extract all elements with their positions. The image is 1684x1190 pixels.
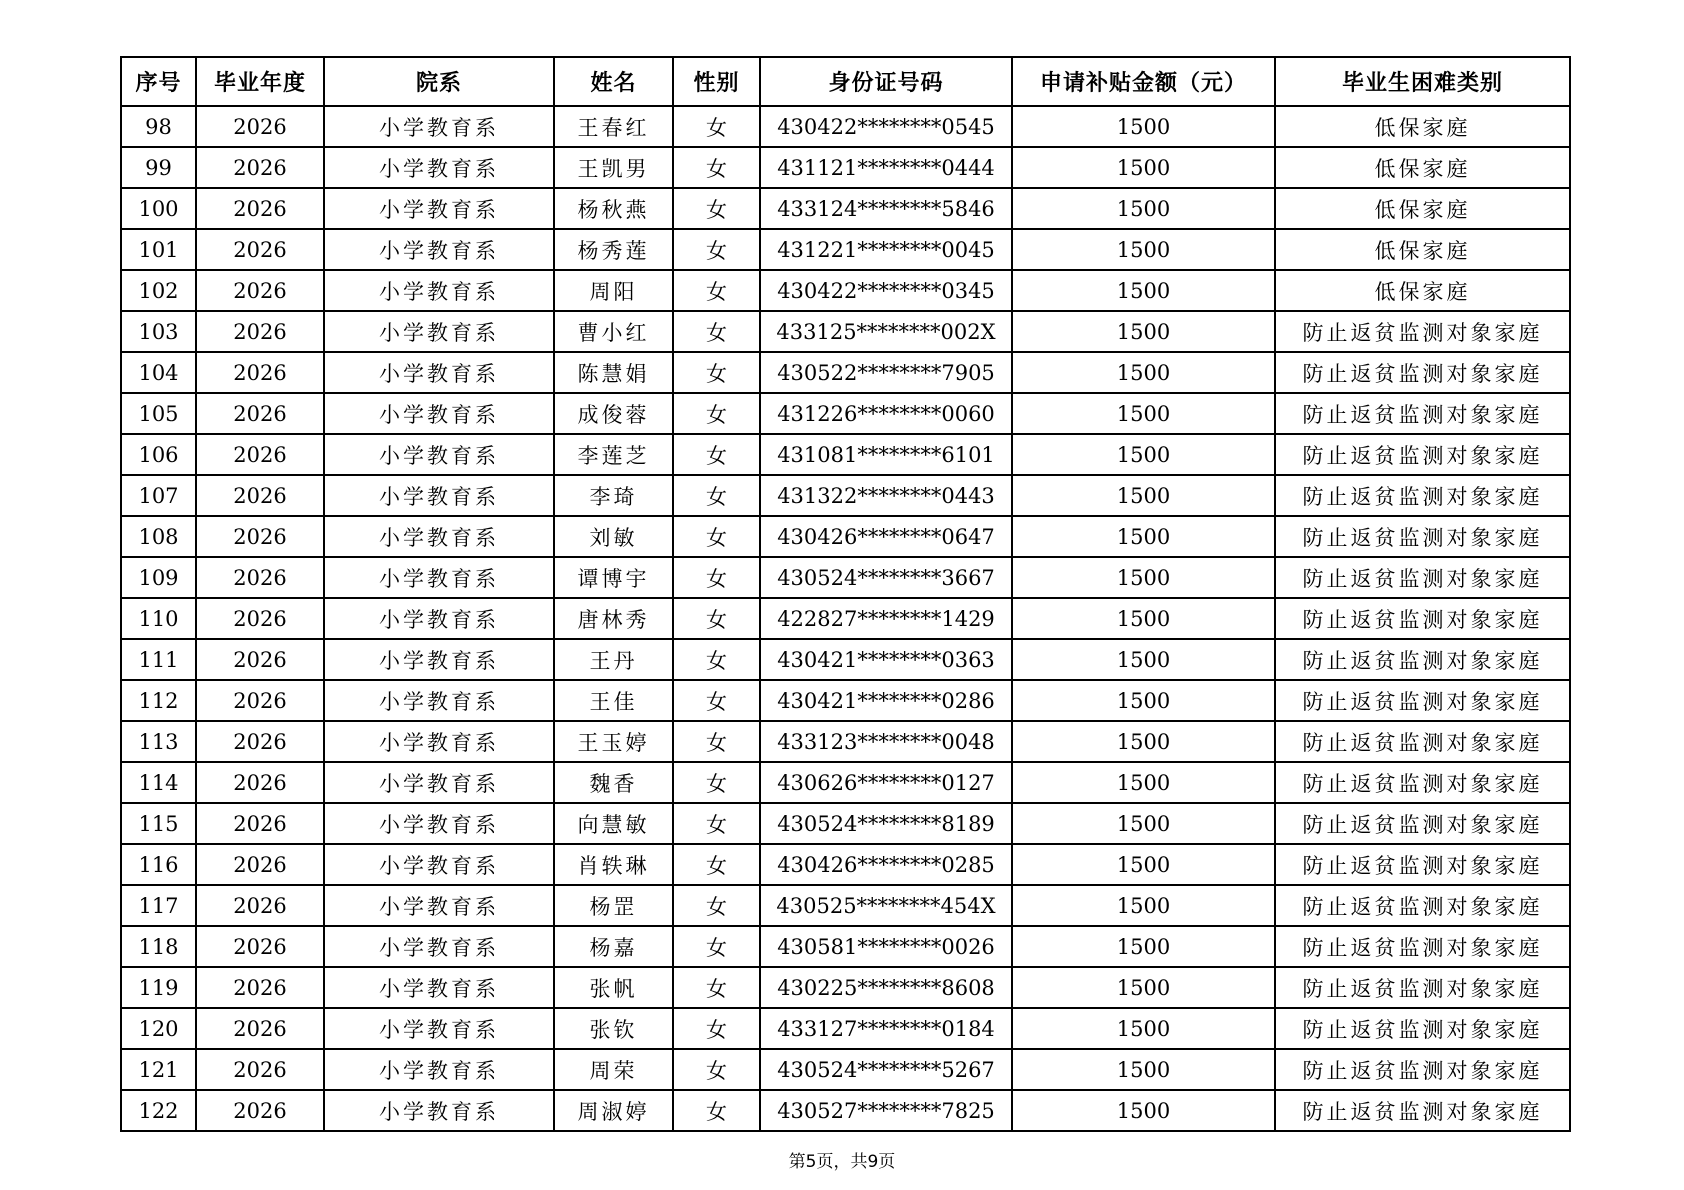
serial-cell: 115 [121, 803, 196, 844]
hardship-category-cell: 低保家庭 [1275, 188, 1570, 229]
graduation-year-cell: 2026 [196, 1090, 324, 1131]
serial-cell: 101 [121, 229, 196, 270]
graduation-year-cell: 2026 [196, 885, 324, 926]
hardship-category-cell: 低保家庭 [1275, 106, 1570, 147]
department-cell: 小学教育系 [324, 311, 554, 352]
subsidy-amount-cell: 1500 [1012, 516, 1275, 557]
hardship-category-cell: 防止返贫监测对象家庭 [1275, 926, 1570, 967]
department-cell: 小学教育系 [324, 762, 554, 803]
subsidy-amount-cell: 1500 [1012, 803, 1275, 844]
hardship-category-cell: 防止返贫监测对象家庭 [1275, 434, 1570, 475]
department-cell: 小学教育系 [324, 557, 554, 598]
table-header [121, 57, 1570, 106]
name-cell: 向慧敏 [554, 803, 673, 844]
subsidy-amount-cell: 1500 [1012, 926, 1275, 967]
graduation-year-cell: 2026 [196, 147, 324, 188]
id-number-cell: 430426********0647 [760, 516, 1012, 557]
graduation-year-cell: 2026 [196, 967, 324, 1008]
department-cell: 小学教育系 [324, 926, 554, 967]
graduation-year-cell: 2026 [196, 311, 324, 352]
hardship-category-cell: 防止返贫监测对象家庭 [1275, 393, 1570, 434]
id-number-cell: 433124********5846 [760, 188, 1012, 229]
subsidy-amount-cell: 1500 [1012, 106, 1275, 147]
hardship-category-cell: 防止返贫监测对象家庭 [1275, 885, 1570, 926]
gender-cell: 女 [673, 1049, 760, 1090]
id-number-cell: 422827********1429 [760, 598, 1012, 639]
subsidy-amount-cell: 1500 [1012, 885, 1275, 926]
serial-cell: 104 [121, 352, 196, 393]
subsidy-amount-cell: 1500 [1012, 721, 1275, 762]
name-cell: 李莲芝 [554, 434, 673, 475]
page-number: 第5页，共9页 [788, 1152, 896, 1172]
table-row [121, 926, 1570, 967]
table-row [121, 434, 1570, 475]
gender-cell: 女 [673, 352, 760, 393]
table-row [121, 1090, 1570, 1131]
id-number-cell: 431081********6101 [760, 434, 1012, 475]
hardship-category-cell: 防止返贫监测对象家庭 [1275, 516, 1570, 557]
gender-cell: 女 [673, 147, 760, 188]
table-row [121, 311, 1570, 352]
graduation-year-cell: 2026 [196, 803, 324, 844]
id-number-cell: 430524********8189 [760, 803, 1012, 844]
header-department: 院系 [324, 57, 554, 106]
table-row [121, 106, 1570, 147]
subsidy-amount-cell: 1500 [1012, 147, 1275, 188]
serial-cell: 102 [121, 270, 196, 311]
gender-cell: 女 [673, 311, 760, 352]
graduation-year-cell: 2026 [196, 188, 324, 229]
name-cell: 谭博宇 [554, 557, 673, 598]
name-cell: 王丹 [554, 639, 673, 680]
header-graduation-year: 毕业年度 [196, 57, 324, 106]
subsidy-amount-cell: 1500 [1012, 762, 1275, 803]
header-serial: 序号 [121, 57, 196, 106]
gender-cell: 女 [673, 229, 760, 270]
department-cell: 小学教育系 [324, 639, 554, 680]
serial-cell: 116 [121, 844, 196, 885]
gender-cell: 女 [673, 434, 760, 475]
serial-cell: 99 [121, 147, 196, 188]
id-number-cell: 430626********0127 [760, 762, 1012, 803]
table-row [121, 885, 1570, 926]
id-number-cell: 430524********5267 [760, 1049, 1012, 1090]
serial-cell: 110 [121, 598, 196, 639]
hardship-category-cell: 防止返贫监测对象家庭 [1275, 1008, 1570, 1049]
department-cell: 小学教育系 [324, 844, 554, 885]
roster-sheet [120, 56, 1569, 1132]
graduation-year-cell: 2026 [196, 1008, 324, 1049]
id-number-cell: 430422********0345 [760, 270, 1012, 311]
table-row [121, 147, 1570, 188]
hardship-category-cell: 防止返贫监测对象家庭 [1275, 639, 1570, 680]
hardship-category-cell: 防止返贫监测对象家庭 [1275, 557, 1570, 598]
department-cell: 小学教育系 [324, 803, 554, 844]
hardship-category-cell: 防止返贫监测对象家庭 [1275, 1049, 1570, 1090]
header-subsidy-amount: 申请补贴金额（元） [1012, 57, 1275, 106]
id-number-cell: 430225********8608 [760, 967, 1012, 1008]
subsidy-amount-cell: 1500 [1012, 393, 1275, 434]
department-cell: 小学教育系 [324, 516, 554, 557]
department-cell: 小学教育系 [324, 147, 554, 188]
subsidy-amount-cell: 1500 [1012, 639, 1275, 680]
table-row [121, 1049, 1570, 1090]
id-number-cell: 430527********7825 [760, 1090, 1012, 1131]
table-row [121, 270, 1570, 311]
name-cell: 王玉婷 [554, 721, 673, 762]
serial-cell: 117 [121, 885, 196, 926]
hardship-category-cell: 防止返贫监测对象家庭 [1275, 721, 1570, 762]
gender-cell: 女 [673, 762, 760, 803]
table-row [121, 598, 1570, 639]
name-cell: 唐林秀 [554, 598, 673, 639]
name-cell: 成俊蓉 [554, 393, 673, 434]
department-cell: 小学教育系 [324, 475, 554, 516]
gender-cell: 女 [673, 188, 760, 229]
table-row [121, 557, 1570, 598]
gender-cell: 女 [673, 516, 760, 557]
subsidy-amount-cell: 1500 [1012, 475, 1275, 516]
subsidy-roster-table [120, 56, 1571, 1132]
table-row [121, 393, 1570, 434]
id-number-cell: 430525********454X [760, 885, 1012, 926]
hardship-category-cell: 防止返贫监测对象家庭 [1275, 762, 1570, 803]
department-cell: 小学教育系 [324, 434, 554, 475]
serial-cell: 122 [121, 1090, 196, 1131]
id-number-cell: 430426********0285 [760, 844, 1012, 885]
table-row [121, 475, 1570, 516]
serial-cell: 103 [121, 311, 196, 352]
id-number-cell: 431322********0443 [760, 475, 1012, 516]
department-cell: 小学教育系 [324, 680, 554, 721]
subsidy-amount-cell: 1500 [1012, 557, 1275, 598]
header-name: 姓名 [554, 57, 673, 106]
table-row [121, 844, 1570, 885]
table-row [121, 967, 1570, 1008]
graduation-year-cell: 2026 [196, 393, 324, 434]
table-row [121, 1008, 1570, 1049]
id-number-cell: 430522********7905 [760, 352, 1012, 393]
id-number-cell: 433127********0184 [760, 1008, 1012, 1049]
name-cell: 张钦 [554, 1008, 673, 1049]
name-cell: 肖轶琳 [554, 844, 673, 885]
gender-cell: 女 [673, 106, 760, 147]
id-number-cell: 433123********0048 [760, 721, 1012, 762]
graduation-year-cell: 2026 [196, 270, 324, 311]
graduation-year-cell: 2026 [196, 721, 324, 762]
serial-cell: 100 [121, 188, 196, 229]
hardship-category-cell: 防止返贫监测对象家庭 [1275, 311, 1570, 352]
table-row [121, 188, 1570, 229]
subsidy-amount-cell: 1500 [1012, 598, 1275, 639]
graduation-year-cell: 2026 [196, 557, 324, 598]
gender-cell: 女 [673, 557, 760, 598]
id-number-cell: 431226********0060 [760, 393, 1012, 434]
gender-cell: 女 [673, 270, 760, 311]
name-cell: 王佳 [554, 680, 673, 721]
gender-cell: 女 [673, 680, 760, 721]
table-row [121, 680, 1570, 721]
serial-cell: 113 [121, 721, 196, 762]
subsidy-amount-cell: 1500 [1012, 311, 1275, 352]
name-cell: 魏香 [554, 762, 673, 803]
table-row [121, 229, 1570, 270]
name-cell: 陈慧娟 [554, 352, 673, 393]
header-hardship-category: 毕业生困难类别 [1275, 57, 1570, 106]
name-cell: 李琦 [554, 475, 673, 516]
hardship-category-cell: 防止返贫监测对象家庭 [1275, 967, 1570, 1008]
id-number-cell: 430422********0545 [760, 106, 1012, 147]
name-cell: 王凯男 [554, 147, 673, 188]
gender-cell: 女 [673, 1090, 760, 1131]
graduation-year-cell: 2026 [196, 844, 324, 885]
id-number-cell: 430581********0026 [760, 926, 1012, 967]
gender-cell: 女 [673, 885, 760, 926]
subsidy-amount-cell: 1500 [1012, 188, 1275, 229]
table-row [121, 762, 1570, 803]
department-cell: 小学教育系 [324, 106, 554, 147]
department-cell: 小学教育系 [324, 1090, 554, 1131]
graduation-year-cell: 2026 [196, 926, 324, 967]
table-row [121, 516, 1570, 557]
graduation-year-cell: 2026 [196, 352, 324, 393]
hardship-category-cell: 防止返贫监测对象家庭 [1275, 803, 1570, 844]
department-cell: 小学教育系 [324, 885, 554, 926]
header-gender: 性别 [673, 57, 760, 106]
graduation-year-cell: 2026 [196, 598, 324, 639]
name-cell: 张帆 [554, 967, 673, 1008]
hardship-category-cell: 防止返贫监测对象家庭 [1275, 680, 1570, 721]
name-cell: 杨秀莲 [554, 229, 673, 270]
table-row [121, 639, 1570, 680]
subsidy-amount-cell: 1500 [1012, 1090, 1275, 1131]
serial-cell: 111 [121, 639, 196, 680]
id-number-cell: 433125********002X [760, 311, 1012, 352]
serial-cell: 114 [121, 762, 196, 803]
subsidy-amount-cell: 1500 [1012, 229, 1275, 270]
serial-cell: 109 [121, 557, 196, 598]
subsidy-amount-cell: 1500 [1012, 1049, 1275, 1090]
table-body [121, 106, 1570, 1131]
gender-cell: 女 [673, 639, 760, 680]
department-cell: 小学教育系 [324, 598, 554, 639]
subsidy-amount-cell: 1500 [1012, 967, 1275, 1008]
subsidy-amount-cell: 1500 [1012, 844, 1275, 885]
subsidy-amount-cell: 1500 [1012, 270, 1275, 311]
header-id-number: 身份证号码 [760, 57, 1012, 106]
name-cell: 曹小红 [554, 311, 673, 352]
hardship-category-cell: 防止返贫监测对象家庭 [1275, 352, 1570, 393]
department-cell: 小学教育系 [324, 967, 554, 1008]
subsidy-amount-cell: 1500 [1012, 434, 1275, 475]
name-cell: 王春红 [554, 106, 673, 147]
serial-cell: 107 [121, 475, 196, 516]
table-row [121, 352, 1570, 393]
gender-cell: 女 [673, 598, 760, 639]
name-cell: 杨嘉 [554, 926, 673, 967]
graduation-year-cell: 2026 [196, 762, 324, 803]
department-cell: 小学教育系 [324, 1008, 554, 1049]
department-cell: 小学教育系 [324, 188, 554, 229]
serial-cell: 105 [121, 393, 196, 434]
name-cell: 周荣 [554, 1049, 673, 1090]
hardship-category-cell: 低保家庭 [1275, 270, 1570, 311]
hardship-category-cell: 防止返贫监测对象家庭 [1275, 598, 1570, 639]
subsidy-amount-cell: 1500 [1012, 680, 1275, 721]
serial-cell: 119 [121, 967, 196, 1008]
name-cell: 刘敏 [554, 516, 673, 557]
gender-cell: 女 [673, 1008, 760, 1049]
id-number-cell: 431221********0045 [760, 229, 1012, 270]
gender-cell: 女 [673, 967, 760, 1008]
department-cell: 小学教育系 [324, 721, 554, 762]
gender-cell: 女 [673, 844, 760, 885]
name-cell: 杨秋燕 [554, 188, 673, 229]
graduation-year-cell: 2026 [196, 475, 324, 516]
graduation-year-cell: 2026 [196, 680, 324, 721]
gender-cell: 女 [673, 926, 760, 967]
graduation-year-cell: 2026 [196, 1049, 324, 1090]
graduation-year-cell: 2026 [196, 516, 324, 557]
hardship-category-cell: 防止返贫监测对象家庭 [1275, 844, 1570, 885]
gender-cell: 女 [673, 475, 760, 516]
graduation-year-cell: 2026 [196, 434, 324, 475]
subsidy-amount-cell: 1500 [1012, 352, 1275, 393]
department-cell: 小学教育系 [324, 270, 554, 311]
table-row [121, 803, 1570, 844]
gender-cell: 女 [673, 803, 760, 844]
gender-cell: 女 [673, 721, 760, 762]
department-cell: 小学教育系 [324, 229, 554, 270]
name-cell: 周阳 [554, 270, 673, 311]
name-cell: 杨罡 [554, 885, 673, 926]
name-cell: 周淑婷 [554, 1090, 673, 1131]
gender-cell: 女 [673, 393, 760, 434]
serial-cell: 120 [121, 1008, 196, 1049]
serial-cell: 98 [121, 106, 196, 147]
department-cell: 小学教育系 [324, 393, 554, 434]
id-number-cell: 430524********3667 [760, 557, 1012, 598]
hardship-category-cell: 低保家庭 [1275, 147, 1570, 188]
graduation-year-cell: 2026 [196, 639, 324, 680]
table-row [121, 721, 1570, 762]
id-number-cell: 430421********0363 [760, 639, 1012, 680]
serial-cell: 106 [121, 434, 196, 475]
graduation-year-cell: 2026 [196, 106, 324, 147]
graduation-year-cell: 2026 [196, 229, 324, 270]
department-cell: 小学教育系 [324, 1049, 554, 1090]
department-cell: 小学教育系 [324, 352, 554, 393]
id-number-cell: 430421********0286 [760, 680, 1012, 721]
hardship-category-cell: 防止返贫监测对象家庭 [1275, 1090, 1570, 1131]
hardship-category-cell: 低保家庭 [1275, 229, 1570, 270]
serial-cell: 112 [121, 680, 196, 721]
serial-cell: 118 [121, 926, 196, 967]
hardship-category-cell: 防止返贫监测对象家庭 [1275, 475, 1570, 516]
serial-cell: 108 [121, 516, 196, 557]
subsidy-amount-cell: 1500 [1012, 1008, 1275, 1049]
header-row [121, 57, 1570, 106]
serial-cell: 121 [121, 1049, 196, 1090]
id-number-cell: 431121********0444 [760, 147, 1012, 188]
